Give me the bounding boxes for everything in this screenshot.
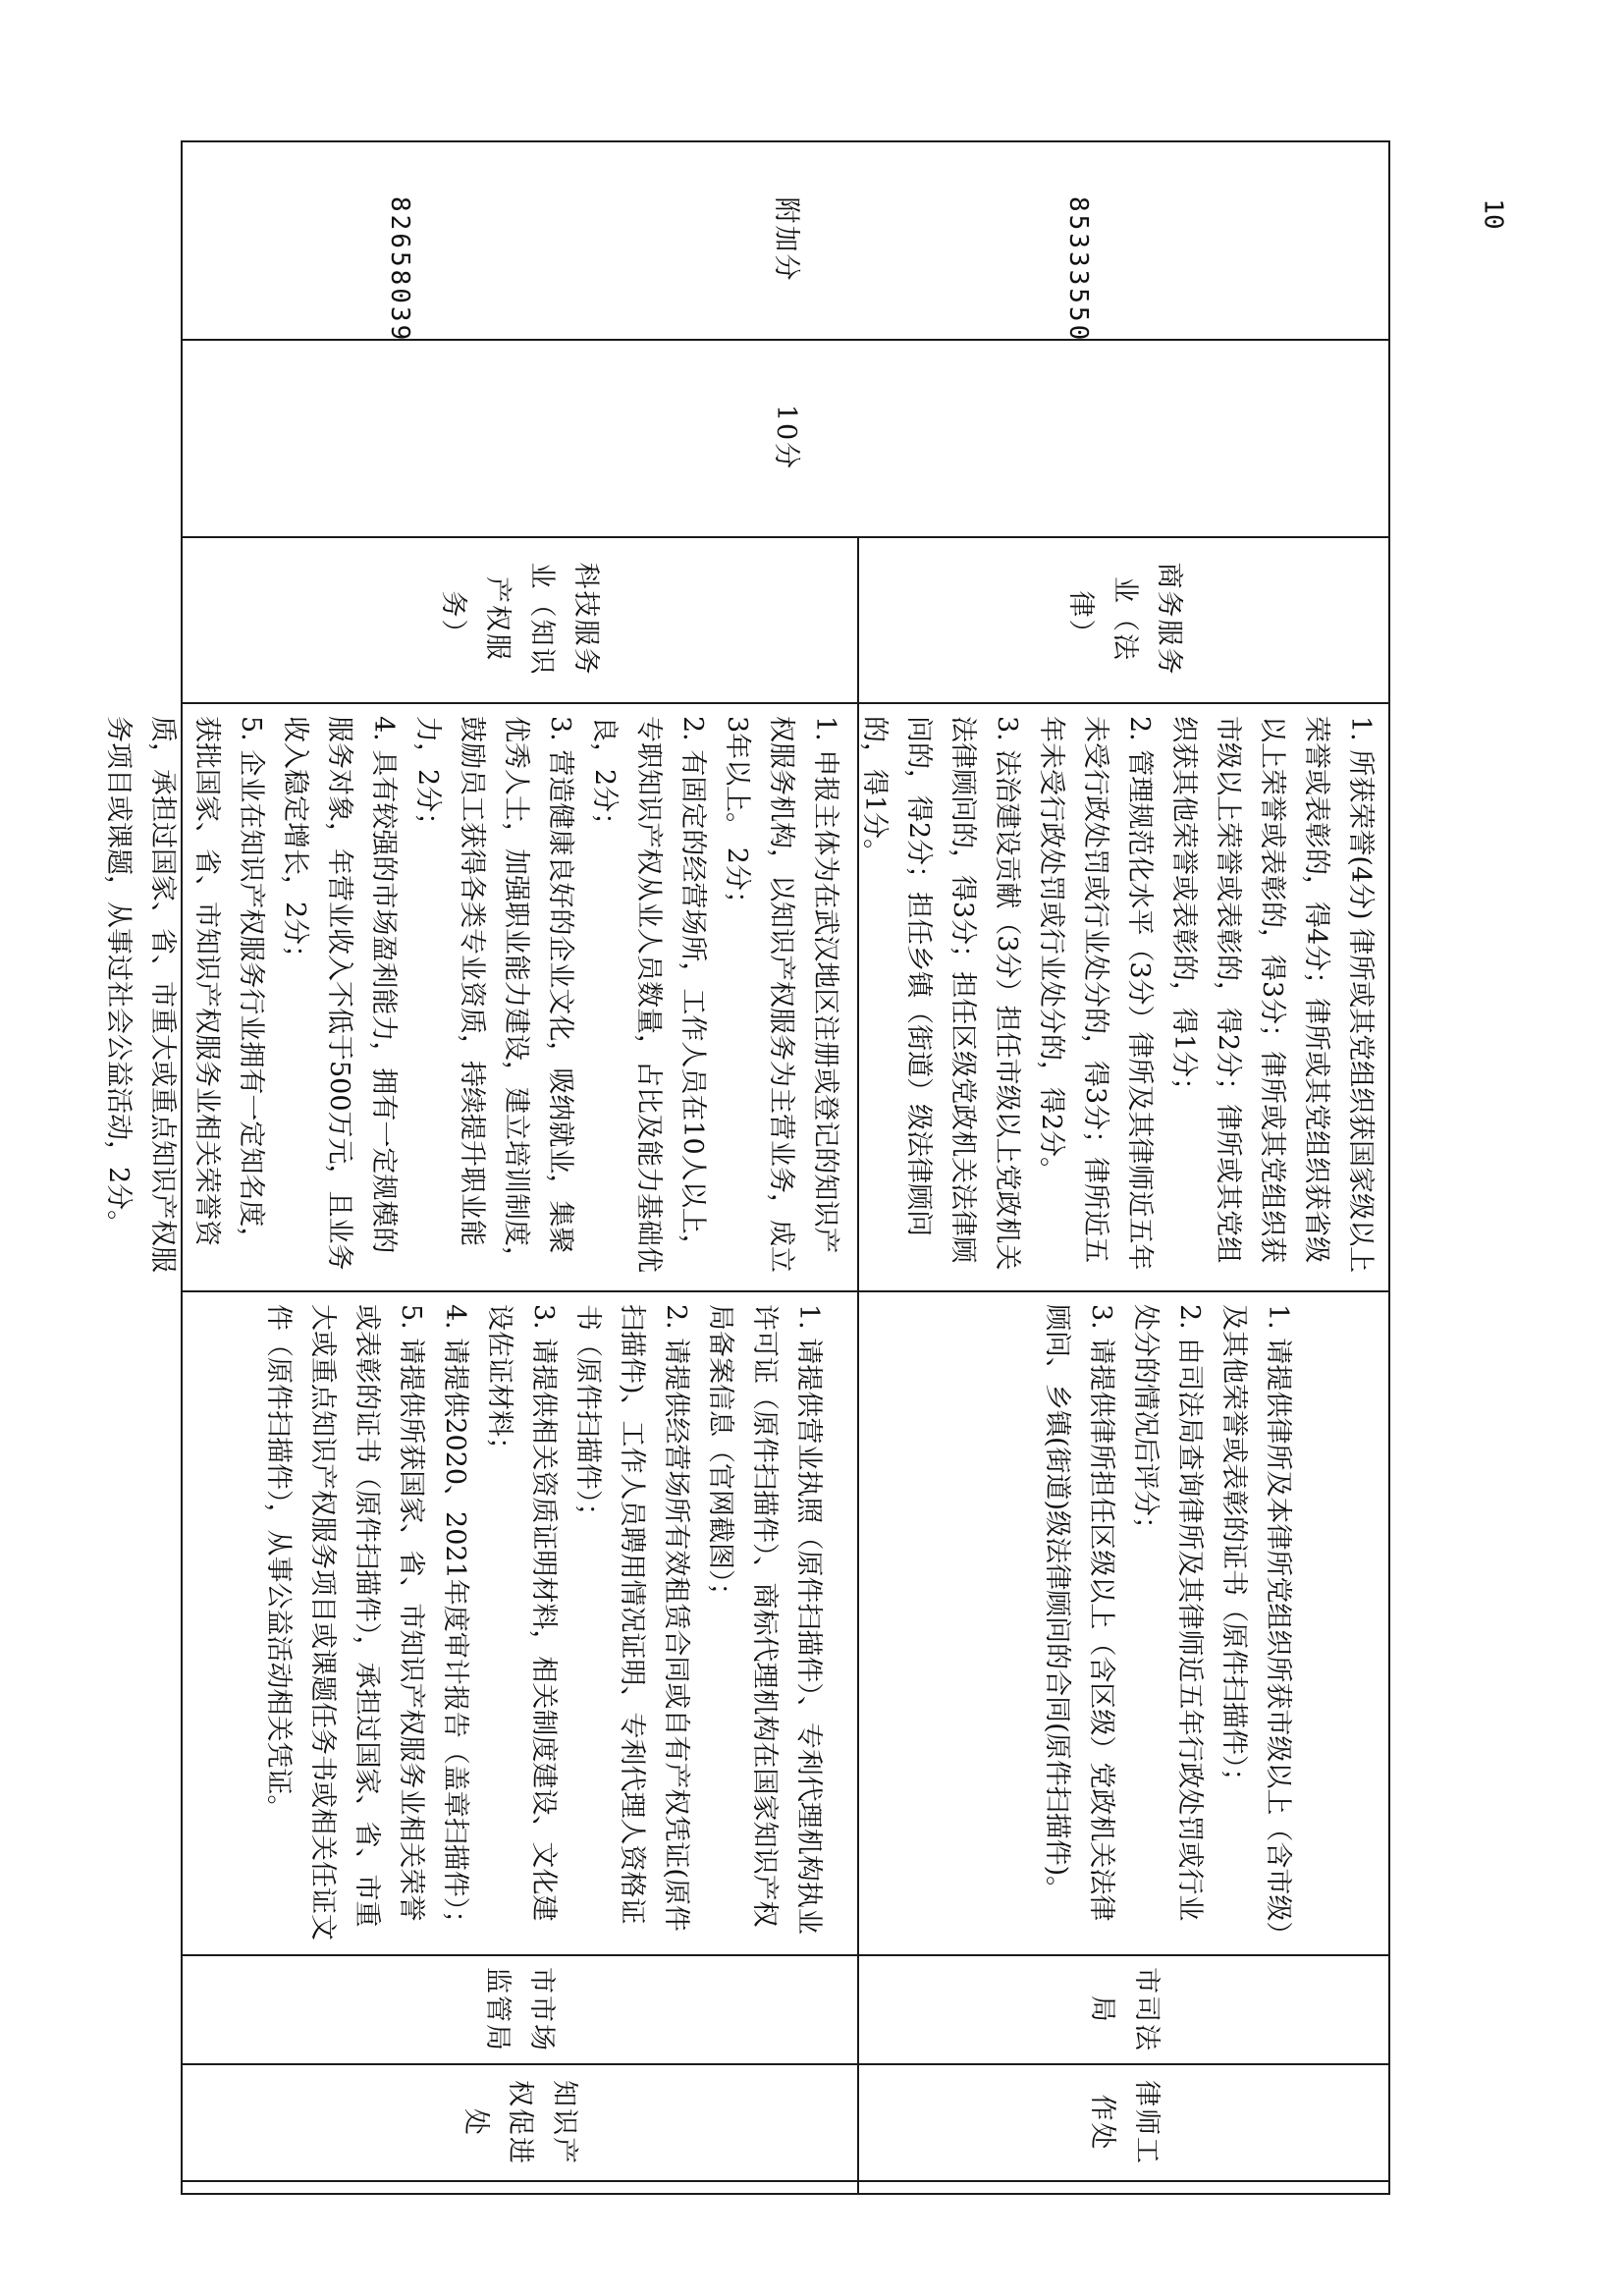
contact-phone: 85333550 [1063, 196, 1093, 344]
required-materials-cell [192, 1304, 831, 1944]
table-border-right [181, 2193, 1390, 2195]
criteria-item: 5. 企业在知识产权服务行业拥有一定知名度，获批国家、省、市知识产权服务业相关荣誉资质，承担过国家、省、市重大或重点知识产权服务项目或课题，从事过社会公益活动，2分。 [103, 716, 266, 1273]
scoring-table [103, 140, 1390, 2195]
material-item: 5. 请提供所获国家、省、市知识产权服务业相关荣誉或表彰的证书（原件扫描件），承担过国家、省、市重大或重点知识产权服务项目或课题任务书或相关任证文件（原件扫描件），从事公益活动相关凭证。 [263, 1304, 426, 1941]
industry-cell [859, 536, 1390, 702]
material-item: 4. 请提供2020、2021年度审计报告（盖章扫描件）； [440, 1304, 470, 1938]
criteria-item: 3. 法治建设贡献（3分）担任市级以上党政机关法律顾问的，得3分；担任区级党政机关法律顾问的，得2分；担任乡镇（街道）级法律顾问的，得1分。 [859, 716, 1022, 1271]
department-cell [859, 1956, 1390, 2063]
office-label: 律师工作处 [1087, 2080, 1163, 2165]
points-label: 10分 [771, 404, 801, 471]
material-item: 2. 请提供经营场所有效租赁合同或自有产权凭证(原件扫描件)、工作人员聘用情况证明、专利代理人资格证书（原件扫描件）； [572, 1304, 691, 1932]
material-item: 2. 由司法局查询律所及其律师近五年行政处罚或行业处分的情况后评分； [1130, 1304, 1205, 1922]
industry-cell [181, 536, 859, 702]
office-label: 知识产权促进处 [460, 2080, 579, 2165]
criteria-item: 3. 营造健康良好的企业文化，吸纳就业，集聚优秀人士，加强职业能力建设，建立培训制度，鼓励员工获得各类专业资质，持续提升职业能力，2分； [412, 716, 575, 1273]
column-divider [181, 2180, 1390, 2182]
department-label: 市司法局 [1087, 1967, 1163, 2052]
criteria-item: 2. 有固定的经营场所，工作人员在10人以上，专职知识产权从业人员数量，占比及能力基础优良，2分； [589, 716, 708, 1273]
column-divider [181, 702, 1390, 704]
material-item: 1. 请提供营业执照（原件扫描件）、专利代理机构执业许可证（原件扫描件）、商标代理机构在国家知识产权局备案信息（官网截图）； [705, 1304, 824, 1935]
required-materials-cell [868, 1304, 1300, 1944]
category-label: 附加分 [771, 196, 801, 283]
scoring-criteria-cell [103, 716, 847, 1280]
industry-label: 科技服务业（知识产权服务） [438, 562, 602, 677]
department-label: 市市场监管局 [482, 1967, 558, 2052]
office-cell [859, 2065, 1390, 2180]
contact-phone: 82658039 [385, 196, 414, 344]
criteria-item: 1. 申报主体为在武汉地区注册或登记的知识产权服务机构，以知识产权服务为主营业务，成立3年以上。 2分； [722, 716, 840, 1273]
industry-label: 商务服务业（法律） [1065, 562, 1184, 677]
category-cell [181, 140, 1390, 339]
material-item: 3. 请提供律所担任区级以上（含区级）党政机关法律顾问、乡镇(街道)级法律顾问的合同(原件扫描件)。 [1042, 1304, 1116, 1922]
material-item: 1. 请提供律所及本律所党组织所获市级以上（含市级）及其他荣誉或表彰的证书（原件扫描件）； [1218, 1304, 1293, 1935]
office-cell [181, 2065, 859, 2180]
scoring-criteria-cell [859, 716, 1382, 1280]
points-cell [181, 339, 1390, 536]
criteria-item: 1. 所获荣誉(4分) 律所或其党组织获国家级以上荣誉或表彰的，得4分；律所或其党组织获省级以上荣誉或表彰的，得3分；律所或其党组织获市级以上荣誉或表彰的，得2分；律所或其党组织获其他荣誉或表彰的，得1分； [1168, 716, 1376, 1274]
criteria-item: 2. 管理规范化水平（3分）律所及其律师近五年未受行政处罚或行业处分的，得3分；律所近五年未受行政处罚或行业处分的，得2分。 [1036, 716, 1155, 1271]
column-divider [181, 1290, 1390, 1292]
material-item: 3. 请提供相关资质证明材料，相关制度建设、文化建设佐证材料； [484, 1304, 559, 1922]
criteria-item: 4. 具有较强的市场盈利能力，拥有一定规模的服务对象，年营业收入不低于500万元，且业务收入稳定增长，2分； [280, 716, 399, 1271]
page-number: 10 [1478, 198, 1508, 230]
department-cell [181, 1956, 859, 2063]
